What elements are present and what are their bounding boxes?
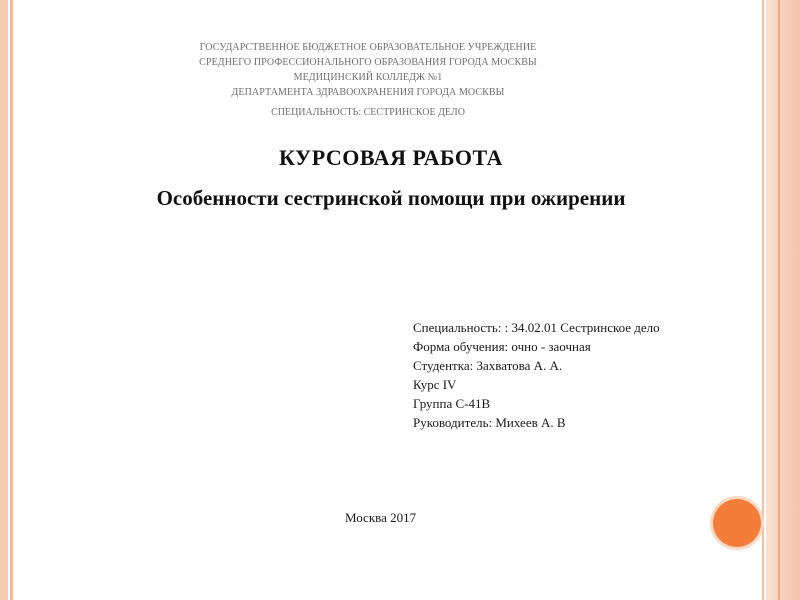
right-border-line: [778, 0, 780, 600]
student-info: [413, 318, 660, 432]
work-topic-title: Особенности сестринской помощи при ожирении: [156, 186, 626, 210]
group-info: Группа С-41В: [413, 396, 491, 411]
course-info: Курс IV: [413, 377, 457, 392]
institution-line: ГОСУДАРСТВЕННОЕ БЮДЖЕТНОЕ ОБРАЗОВАТЕЛЬНОЕ УЧРЕЖДЕНИЕ: [199, 42, 537, 53]
institution-line: ДЕПАРТАМЕНТА ЗДРАВООХРАНЕНИЯ ГОРОДА МОСКВЫ: [231, 87, 505, 98]
study-form-info: Форма обучения: очно - заочная: [413, 339, 591, 354]
right-border-line-inner: [762, 0, 764, 600]
decorative-circle: [713, 499, 761, 547]
student-name-info: Студентка: Захватова А. А.: [413, 358, 563, 373]
supervisor-info: Руководитель: Михеев А. В: [413, 415, 566, 430]
right-border-decoration: [766, 0, 800, 600]
work-type-title: КУРСОВАЯ РАБОТА: [279, 145, 503, 170]
institution-line: СРЕДНЕГО ПРОФЕССИОНАЛЬНОГО ОБРАЗОВАНИЯ ГОРОДА МОСКВЫ: [199, 57, 537, 68]
city-year: Москва 2017: [345, 510, 417, 525]
institution-header: [0, 40, 736, 100]
specialty-heading: СПЕЦИАЛЬНОСТЬ: СЕСТРИНСКОЕ ДЕЛО: [271, 107, 465, 118]
specialty-info: Специальность: : 34.02.01 Сестринское дело: [413, 320, 660, 335]
institution-line: МЕДИЦИНСКИЙ КОЛЛЕДЖ №1: [293, 72, 443, 83]
